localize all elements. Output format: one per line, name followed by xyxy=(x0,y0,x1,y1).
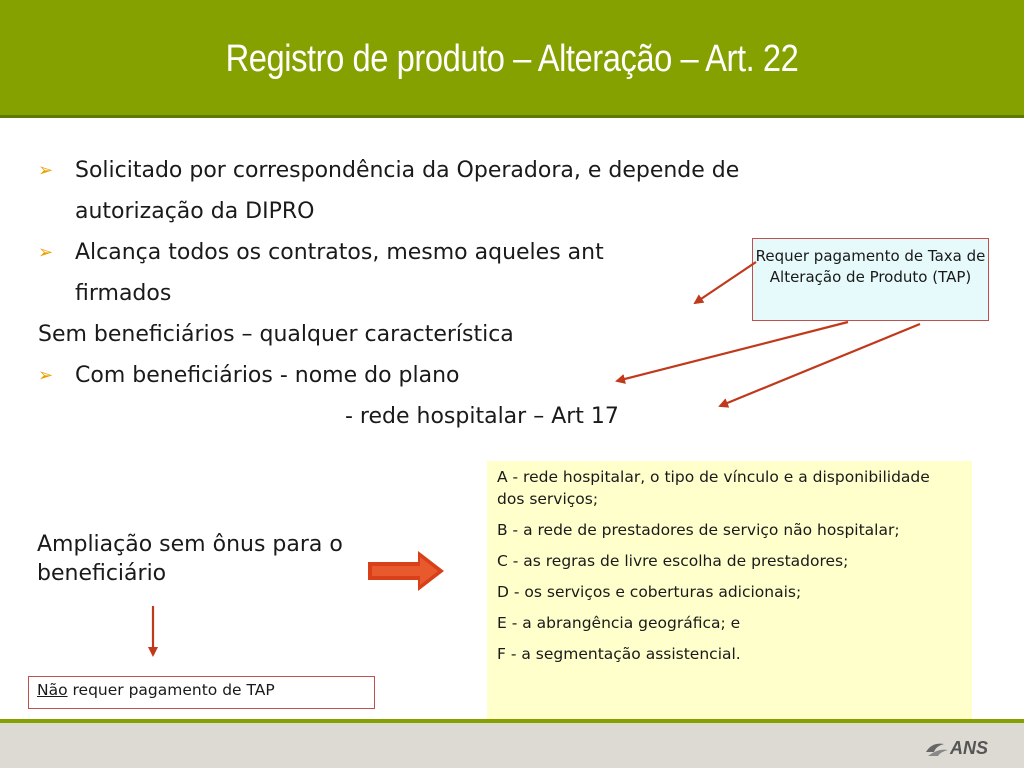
footer-bar xyxy=(0,719,1024,768)
list-item: A - rede hospitalar, o tipo de vínculo e a disponibilidade dos serviços; xyxy=(497,468,930,508)
ans-logo-text: ANS xyxy=(949,738,988,758)
list-item: C - as regras de livre escolha de prestadores; xyxy=(497,552,849,570)
arrow-to-firmados xyxy=(695,262,756,303)
list-item: B - a rede de prestadores de serviço não hospitalar; xyxy=(497,521,900,539)
bullet-text: Com beneficiários - nome do plano xyxy=(75,363,460,388)
list-item: E - a abrangência geográfica; e xyxy=(497,614,741,632)
nao-underlined: Não xyxy=(37,681,68,699)
plain-text: Sem beneficiários – qualquer característica xyxy=(38,322,514,347)
ans-logo-icon xyxy=(924,740,950,758)
block-arrow-right-icon xyxy=(368,551,444,591)
bullet-arrow-icon: ➢ xyxy=(38,160,54,181)
bullet-text: autorização da DIPRO xyxy=(75,199,315,224)
tap-callout: Requer pagamento de Taxa de Alteração de Produto (TAP) xyxy=(752,238,989,321)
bullet-text: firmados xyxy=(75,281,172,306)
slide-title: Registro de produto – Alteração – Art. 22 xyxy=(225,38,799,80)
bullet-text: Alcança todos os contratos, mesmo aqueles ant xyxy=(75,240,604,265)
nao-rest: requer pagamento de TAP xyxy=(67,681,275,699)
bullet-arrow-icon: ➢ xyxy=(38,365,54,386)
arrow-to-rede-hospitalar xyxy=(720,324,920,406)
arrow-to-nome-do-plano xyxy=(617,322,848,381)
list-item: D - os serviços e coberturas adicionais; xyxy=(497,583,802,601)
list-item: F - a segmentação assistencial. xyxy=(497,645,741,663)
bullet-text: Solicitado por correspondência da Operadora, e depende de xyxy=(75,158,740,183)
ans-logo xyxy=(924,738,988,759)
rede-hospitalar-line: - rede hospitalar – Art 17 xyxy=(345,404,619,429)
ampliacao-text: Ampliação sem ônus para o beneficiário xyxy=(37,532,343,586)
bullet-arrow-icon: ➢ xyxy=(38,242,54,263)
